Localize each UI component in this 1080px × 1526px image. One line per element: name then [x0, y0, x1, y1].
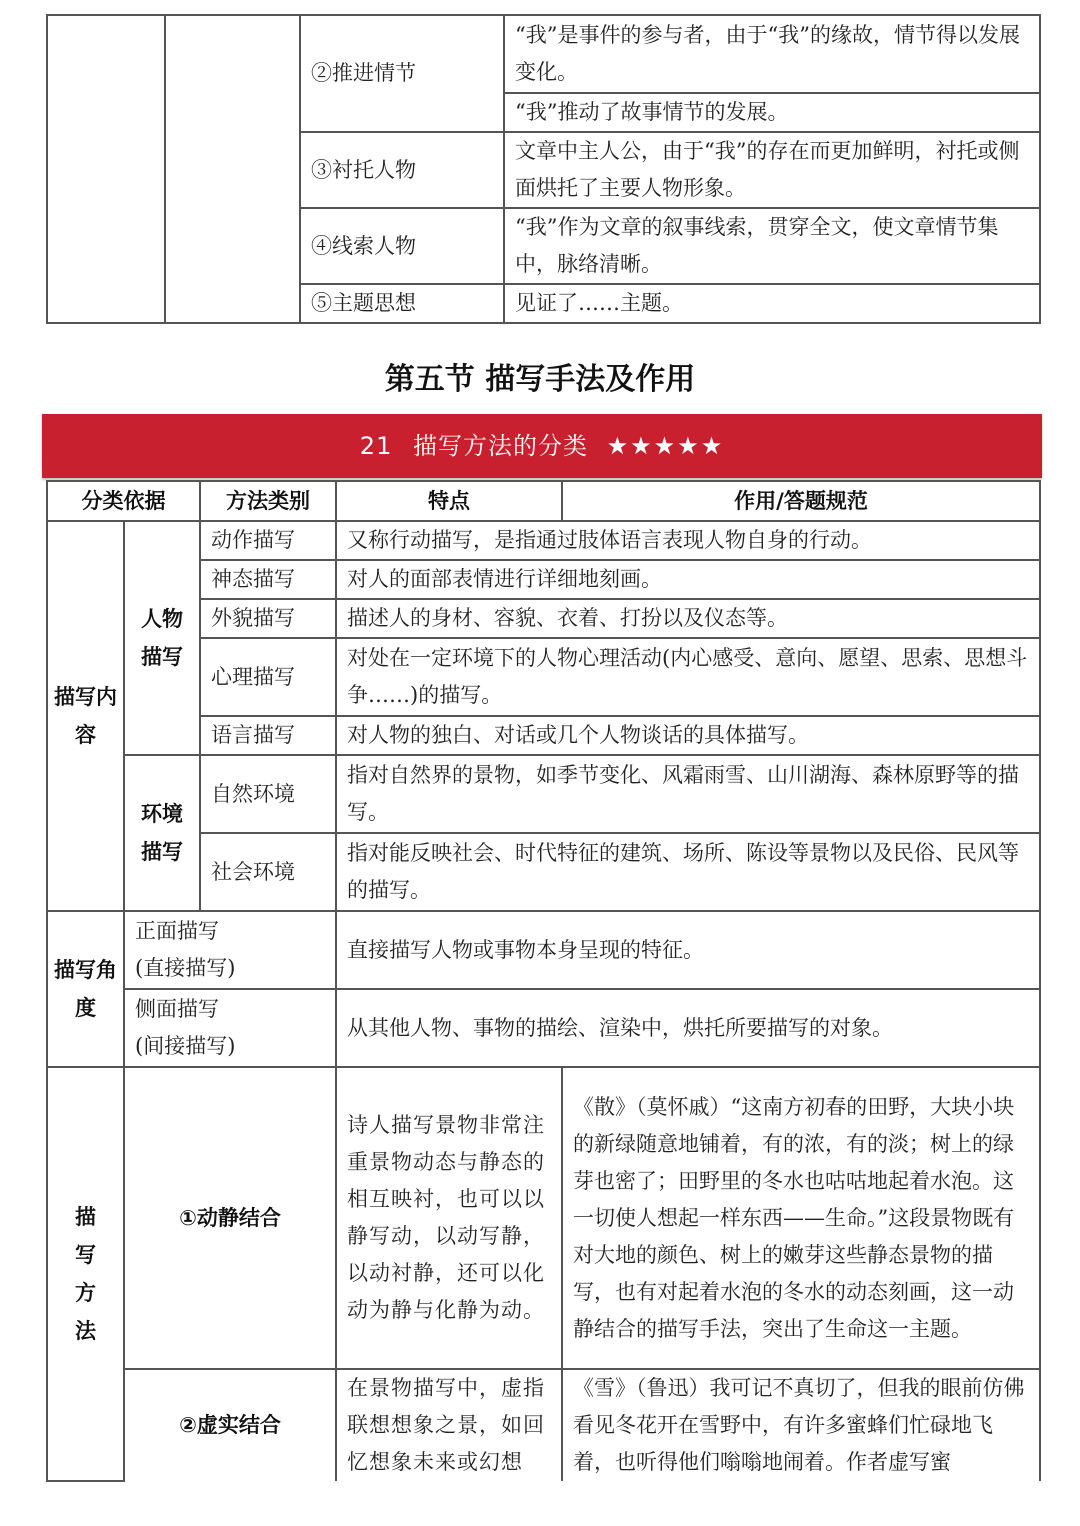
angle-type: 侧面描写 (间接描写) [124, 989, 336, 1067]
technique-name: ①动静结合 [124, 1067, 336, 1369]
category-content: 描写内容 [47, 521, 124, 911]
banner-number: 21 [359, 432, 393, 460]
angle-type: 正面描写 (直接描写) [124, 911, 336, 989]
method-desc: 指对能反映社会、时代特征的建筑、场所、陈设等景物以及民俗、民风等的描写。 [336, 833, 1040, 911]
method-type: 社会环境 [200, 833, 336, 911]
method-desc: 对人物的独白、对话或几个人物谈话的具体描写。 [336, 716, 1040, 755]
description-methods-table [46, 480, 1041, 1482]
method-type: 语言描写 [200, 716, 336, 755]
method-type: 外貌描写 [200, 599, 336, 638]
angle-desc: 直接描写人物或事物本身呈现的特征。 [336, 911, 1040, 989]
method-type: 神态描写 [200, 560, 336, 599]
category-angle: 描写角度 [47, 911, 124, 1067]
technique-feature: 在景物描写中，虚指联想想象之景，如回忆想象未来或幻想 [336, 1369, 562, 1481]
rating-stars-icon: ★★★★★ [606, 432, 725, 460]
role-cell: ⑤主题思想 [300, 284, 504, 323]
header-feature: 特点 [336, 481, 562, 521]
blank-cell [165, 15, 300, 323]
method-type: 自然环境 [200, 755, 336, 833]
technique-name: ②虚实结合 [124, 1369, 336, 1481]
role-cell: ③衬托人物 [300, 132, 504, 208]
category-method: 描 写 方 法 [47, 1067, 124, 1481]
method-desc: 对处在一定环境下的人物心理活动(内心感受、意向、愿望、思索、思想斗争……)的描写。 [336, 638, 1040, 716]
technique-example: 《雪》（鲁迅）我可记不真切了，但我的眼前仿佛看见冬花开在雪野中，有许多蜜蜂们忙碌地飞着，也听得他们嗡嗡地闹着。作者虚写蜜 [562, 1369, 1040, 1481]
header-type: 方法类别 [200, 481, 336, 521]
role-cell: ②推进情节 [300, 15, 504, 132]
method-type: 动作描写 [200, 521, 336, 560]
role-cell: ④线索人物 [300, 208, 504, 284]
section-title: 第五节 描写手法及作用 [384, 362, 696, 397]
technique-feature: 诗人描写景物非常注重景物动态与静态的相互映衬，也可以以静写动，以动写静，以动衬静，还可以化动为静与化静为动。 [336, 1067, 562, 1369]
desc-cell: “我”作为文章的叙事线索，贯穿全文，使文章情节集中，脉络清晰。 [504, 208, 1040, 284]
previous-section-table [46, 14, 1041, 324]
header-basis: 分类依据 [47, 481, 200, 521]
header-effect: 作用/答题规范 [562, 481, 1040, 521]
banner-title: 描写方法的分类 [412, 432, 588, 460]
subcategory-environment: 环境描写 [124, 755, 200, 911]
subcategory-character: 人物描写 [124, 521, 200, 755]
technique-example: 《散》（莫怀戚）“这南方初春的田野，大块小块的新绿随意地铺着，有的浓，有的淡；树上的绿芽也密了；田野里的冬水也咕咕地起着水泡。这一切使人想起一样东西——生命。”这段景物既有对大地的颜色、树上的嫩芽这些静态景物的描写，也有对起着水泡的冬水的动态刻画，这一动静结合的描写手法，突出了生命这一主题。 [562, 1067, 1040, 1369]
method-desc: 指对自然界的景物，如季节变化、风霜雨雪、山川湖海、森林原野等的描写。 [336, 755, 1040, 833]
method-desc: 对人的面部表情进行详细地刻画。 [336, 560, 1040, 599]
desc-cell: “我”推动了故事情节的发展。 [504, 93, 1040, 132]
angle-desc: 从其他人物、事物的描绘、渲染中，烘托所要描写的对象。 [336, 989, 1040, 1067]
desc-cell: “我”是事件的参与者，由于“我”的缘故，情节得以发展变化。 [504, 15, 1040, 93]
desc-cell: 见证了……主题。 [504, 284, 1040, 323]
topic-banner [42, 414, 1042, 478]
method-desc: 又称行动描写，是指通过肢体语言表现人物自身的行动。 [336, 521, 1040, 560]
blank-cell [47, 15, 165, 323]
method-desc: 描述人的身材、容貌、衣着、打扮以及仪态等。 [336, 599, 1040, 638]
desc-cell: 文章中主人公，由于“我”的存在而更加鲜明，衬托或侧面烘托了主要人物形象。 [504, 132, 1040, 208]
method-type: 心理描写 [200, 638, 336, 716]
